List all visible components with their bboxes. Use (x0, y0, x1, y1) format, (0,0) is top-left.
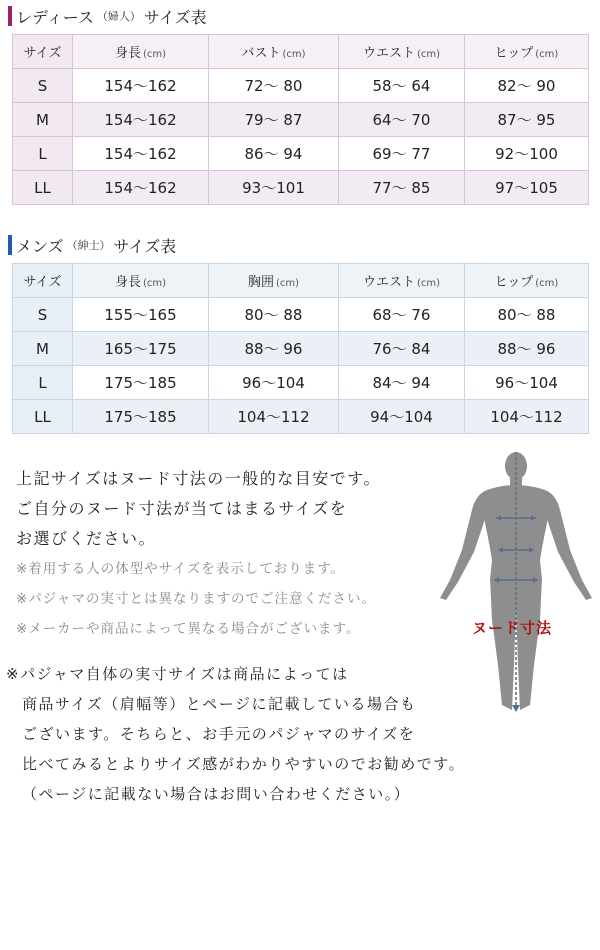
mens-header-hip (465, 264, 589, 298)
mens-header-chest-label: 胸囲 (247, 275, 274, 290)
note-sub-line-3: ※メーカーや商品によって異なる場合がございます。 (16, 621, 361, 637)
ladies-header-waist (339, 35, 465, 69)
bottom-note-line-2: 商品サイズ（肩幅等）とページに記載している場合も (22, 695, 417, 713)
mens-header-chest (209, 264, 339, 298)
table-cell: 80～ 88 (465, 298, 589, 332)
table-cell: 154～162 (73, 137, 209, 171)
ladies-title-bar (8, 6, 12, 26)
ladies-title-small: （婦人） (96, 10, 141, 23)
table-cell: 87～ 95 (465, 103, 589, 137)
note-main-line-3: お選びください。 (16, 529, 157, 548)
table-cell: 88～ 96 (209, 332, 339, 366)
table-cell: 82～ 90 (465, 69, 589, 103)
table-cell: 104～112 (465, 400, 589, 434)
bottom-note-line-4: 比べてみるとよりサイズ感がわかりやすいのでお勧めです。 (22, 755, 466, 773)
table-cell: 84～ 94 (339, 366, 465, 400)
table-cell: S (13, 298, 73, 332)
table-cell: 80～ 88 (209, 298, 339, 332)
table-cell: 175～185 (73, 366, 209, 400)
ladies-title-suffix: サイズ表 (143, 7, 207, 27)
table-cell: 96～104 (209, 366, 339, 400)
table-cell: 92～100 (465, 137, 589, 171)
ladies-header-row (13, 35, 589, 69)
mens-header-row (13, 264, 589, 298)
mens-header-size: サイズ (13, 264, 73, 298)
table-cell: 96～104 (465, 366, 589, 400)
mens-title-main: メンズ (16, 236, 64, 256)
body-measurement-figure-icon (432, 450, 598, 720)
unit-label: (cm) (282, 49, 306, 60)
table-cell: 155～165 (73, 298, 209, 332)
table-cell: 79～ 87 (209, 103, 339, 137)
table-cell: 175～185 (73, 400, 209, 434)
table-cell: 93～101 (209, 171, 339, 205)
table-cell: 97～105 (465, 171, 589, 205)
ladies-row-m (13, 103, 589, 137)
mens-row-m (13, 332, 589, 366)
note-main-line-2: ご自分のヌード寸法が当てはまるサイズを (16, 499, 348, 518)
table-cell: 68～ 76 (339, 298, 465, 332)
table-cell: 104～112 (209, 400, 339, 434)
unit-label: (cm) (275, 278, 300, 289)
table-cell: 154～162 (73, 103, 209, 137)
table-cell: 69～ 77 (339, 137, 465, 171)
mens-header-waist (339, 264, 465, 298)
table-cell: 165～175 (73, 332, 209, 366)
table-cell: 77～ 85 (339, 171, 465, 205)
mens-header-height-label: 身長 (114, 275, 141, 290)
mens-row-s (13, 298, 589, 332)
unit-label: (cm) (416, 49, 441, 60)
ladies-row-ll (13, 171, 589, 205)
table-cell: 64～ 70 (339, 103, 465, 137)
mens-header-hip-label: ヒップ (494, 275, 534, 290)
ladies-header-hip (465, 35, 589, 69)
ladies-header-height-label: 身長 (114, 46, 141, 61)
unit-label: (cm) (142, 49, 167, 60)
mens-title-suffix: サイズ表 (113, 236, 177, 256)
bottom-note-line-1: ※パジャマ自体の実寸サイズは商品によっては (6, 665, 349, 683)
mens-row-l (13, 366, 589, 400)
bottom-note-line-5: （ページに記載ない場合はお問い合わせください。） (22, 785, 411, 803)
ladies-title-main: レディース (16, 7, 94, 27)
ladies-header-bust-label: バスト (241, 46, 281, 61)
unit-label: (cm) (535, 278, 559, 289)
ladies-header-size: サイズ (13, 35, 73, 69)
ladies-row-s (13, 69, 589, 103)
ladies-section-title (8, 5, 207, 27)
mens-title-bar (8, 235, 12, 255)
table-cell: M (13, 103, 73, 137)
table-cell: 58～ 64 (339, 69, 465, 103)
unit-label: (cm) (416, 278, 441, 289)
note-sub-line-1: ※着用する人の体型やサイズを表示しております。 (16, 561, 346, 577)
table-cell: M (13, 332, 73, 366)
note-main-line-1: 上記サイズはヌード寸法の一般的な目安です。 (16, 469, 381, 488)
table-cell: 154～162 (73, 171, 209, 205)
table-cell: 72～ 80 (209, 69, 339, 103)
mens-header-waist-label: ウエスト (362, 275, 415, 290)
ladies-header-bust (209, 35, 339, 69)
table-cell: 88～ 96 (465, 332, 589, 366)
table-cell: 154～162 (73, 69, 209, 103)
unit-label: (cm) (142, 278, 167, 289)
nude-measurement-label: ヌード寸法 (472, 619, 553, 637)
table-cell: LL (13, 171, 73, 205)
bottom-note-line-3: ございます。そちらと、お手元のパジャマのサイズを (22, 725, 416, 743)
mens-section-title (8, 234, 176, 256)
unit-label: (cm) (535, 49, 559, 60)
table-cell: 94～104 (339, 400, 465, 434)
note-sub-line-2: ※パジャマの実寸とは異なりますのでご注意ください。 (16, 591, 377, 607)
table-cell: L (13, 137, 73, 171)
table-cell: L (13, 366, 73, 400)
ladies-row-l (13, 137, 589, 171)
table-cell: 76～ 84 (339, 332, 465, 366)
table-cell: S (13, 69, 73, 103)
table-cell: LL (13, 400, 73, 434)
ladies-header-waist-label: ウエスト (362, 46, 415, 61)
mens-title-small: （紳士） (66, 239, 111, 252)
mens-header-height (73, 264, 209, 298)
mens-row-ll (13, 400, 589, 434)
table-cell: 86～ 94 (209, 137, 339, 171)
ladies-size-table (12, 34, 589, 205)
ladies-header-hip-label: ヒップ (494, 46, 534, 61)
mens-size-table (12, 263, 589, 434)
ladies-header-height (73, 35, 209, 69)
